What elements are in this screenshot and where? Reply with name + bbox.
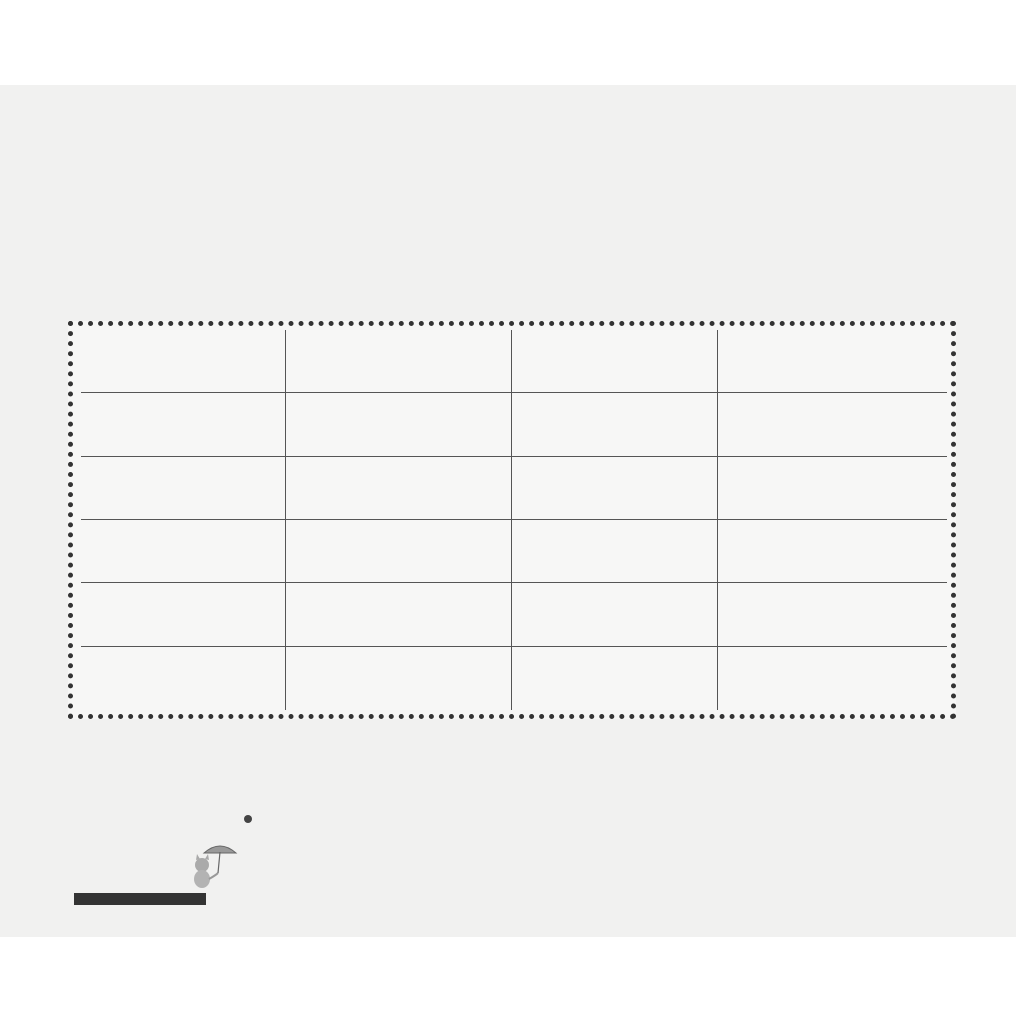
song-grid bbox=[81, 330, 947, 710]
song-box[interactable] bbox=[512, 520, 718, 583]
copyright-notice bbox=[244, 813, 604, 825]
song-box[interactable] bbox=[718, 520, 947, 583]
song-box[interactable] bbox=[718, 583, 947, 646]
recycle-icon bbox=[244, 815, 252, 823]
song-box[interactable] bbox=[81, 330, 286, 393]
song-box[interactable] bbox=[286, 647, 512, 710]
song-box[interactable] bbox=[81, 457, 286, 520]
song-box[interactable] bbox=[512, 330, 718, 393]
song-box[interactable] bbox=[286, 583, 512, 646]
back-cover bbox=[0, 85, 1016, 937]
song-box[interactable] bbox=[512, 457, 718, 520]
song-box[interactable] bbox=[286, 457, 512, 520]
song-box[interactable] bbox=[512, 393, 718, 456]
song-box[interactable] bbox=[81, 647, 286, 710]
song-box[interactable] bbox=[286, 330, 512, 393]
legal-line bbox=[244, 813, 604, 825]
song-box[interactable] bbox=[286, 393, 512, 456]
song-box[interactable] bbox=[718, 457, 947, 520]
scalloped-top-border bbox=[0, 85, 1016, 137]
song-box[interactable] bbox=[512, 647, 718, 710]
song-tracking-chart bbox=[68, 321, 956, 719]
song-box[interactable] bbox=[718, 647, 947, 710]
song-box[interactable] bbox=[81, 393, 286, 456]
striped-bottom-border bbox=[0, 891, 1016, 937]
song-box[interactable] bbox=[81, 520, 286, 583]
barcode bbox=[808, 760, 958, 860]
song-box[interactable] bbox=[512, 583, 718, 646]
song-box[interactable] bbox=[718, 393, 947, 456]
song-box[interactable] bbox=[286, 520, 512, 583]
song-box[interactable] bbox=[81, 583, 286, 646]
song-box[interactable] bbox=[718, 330, 947, 393]
